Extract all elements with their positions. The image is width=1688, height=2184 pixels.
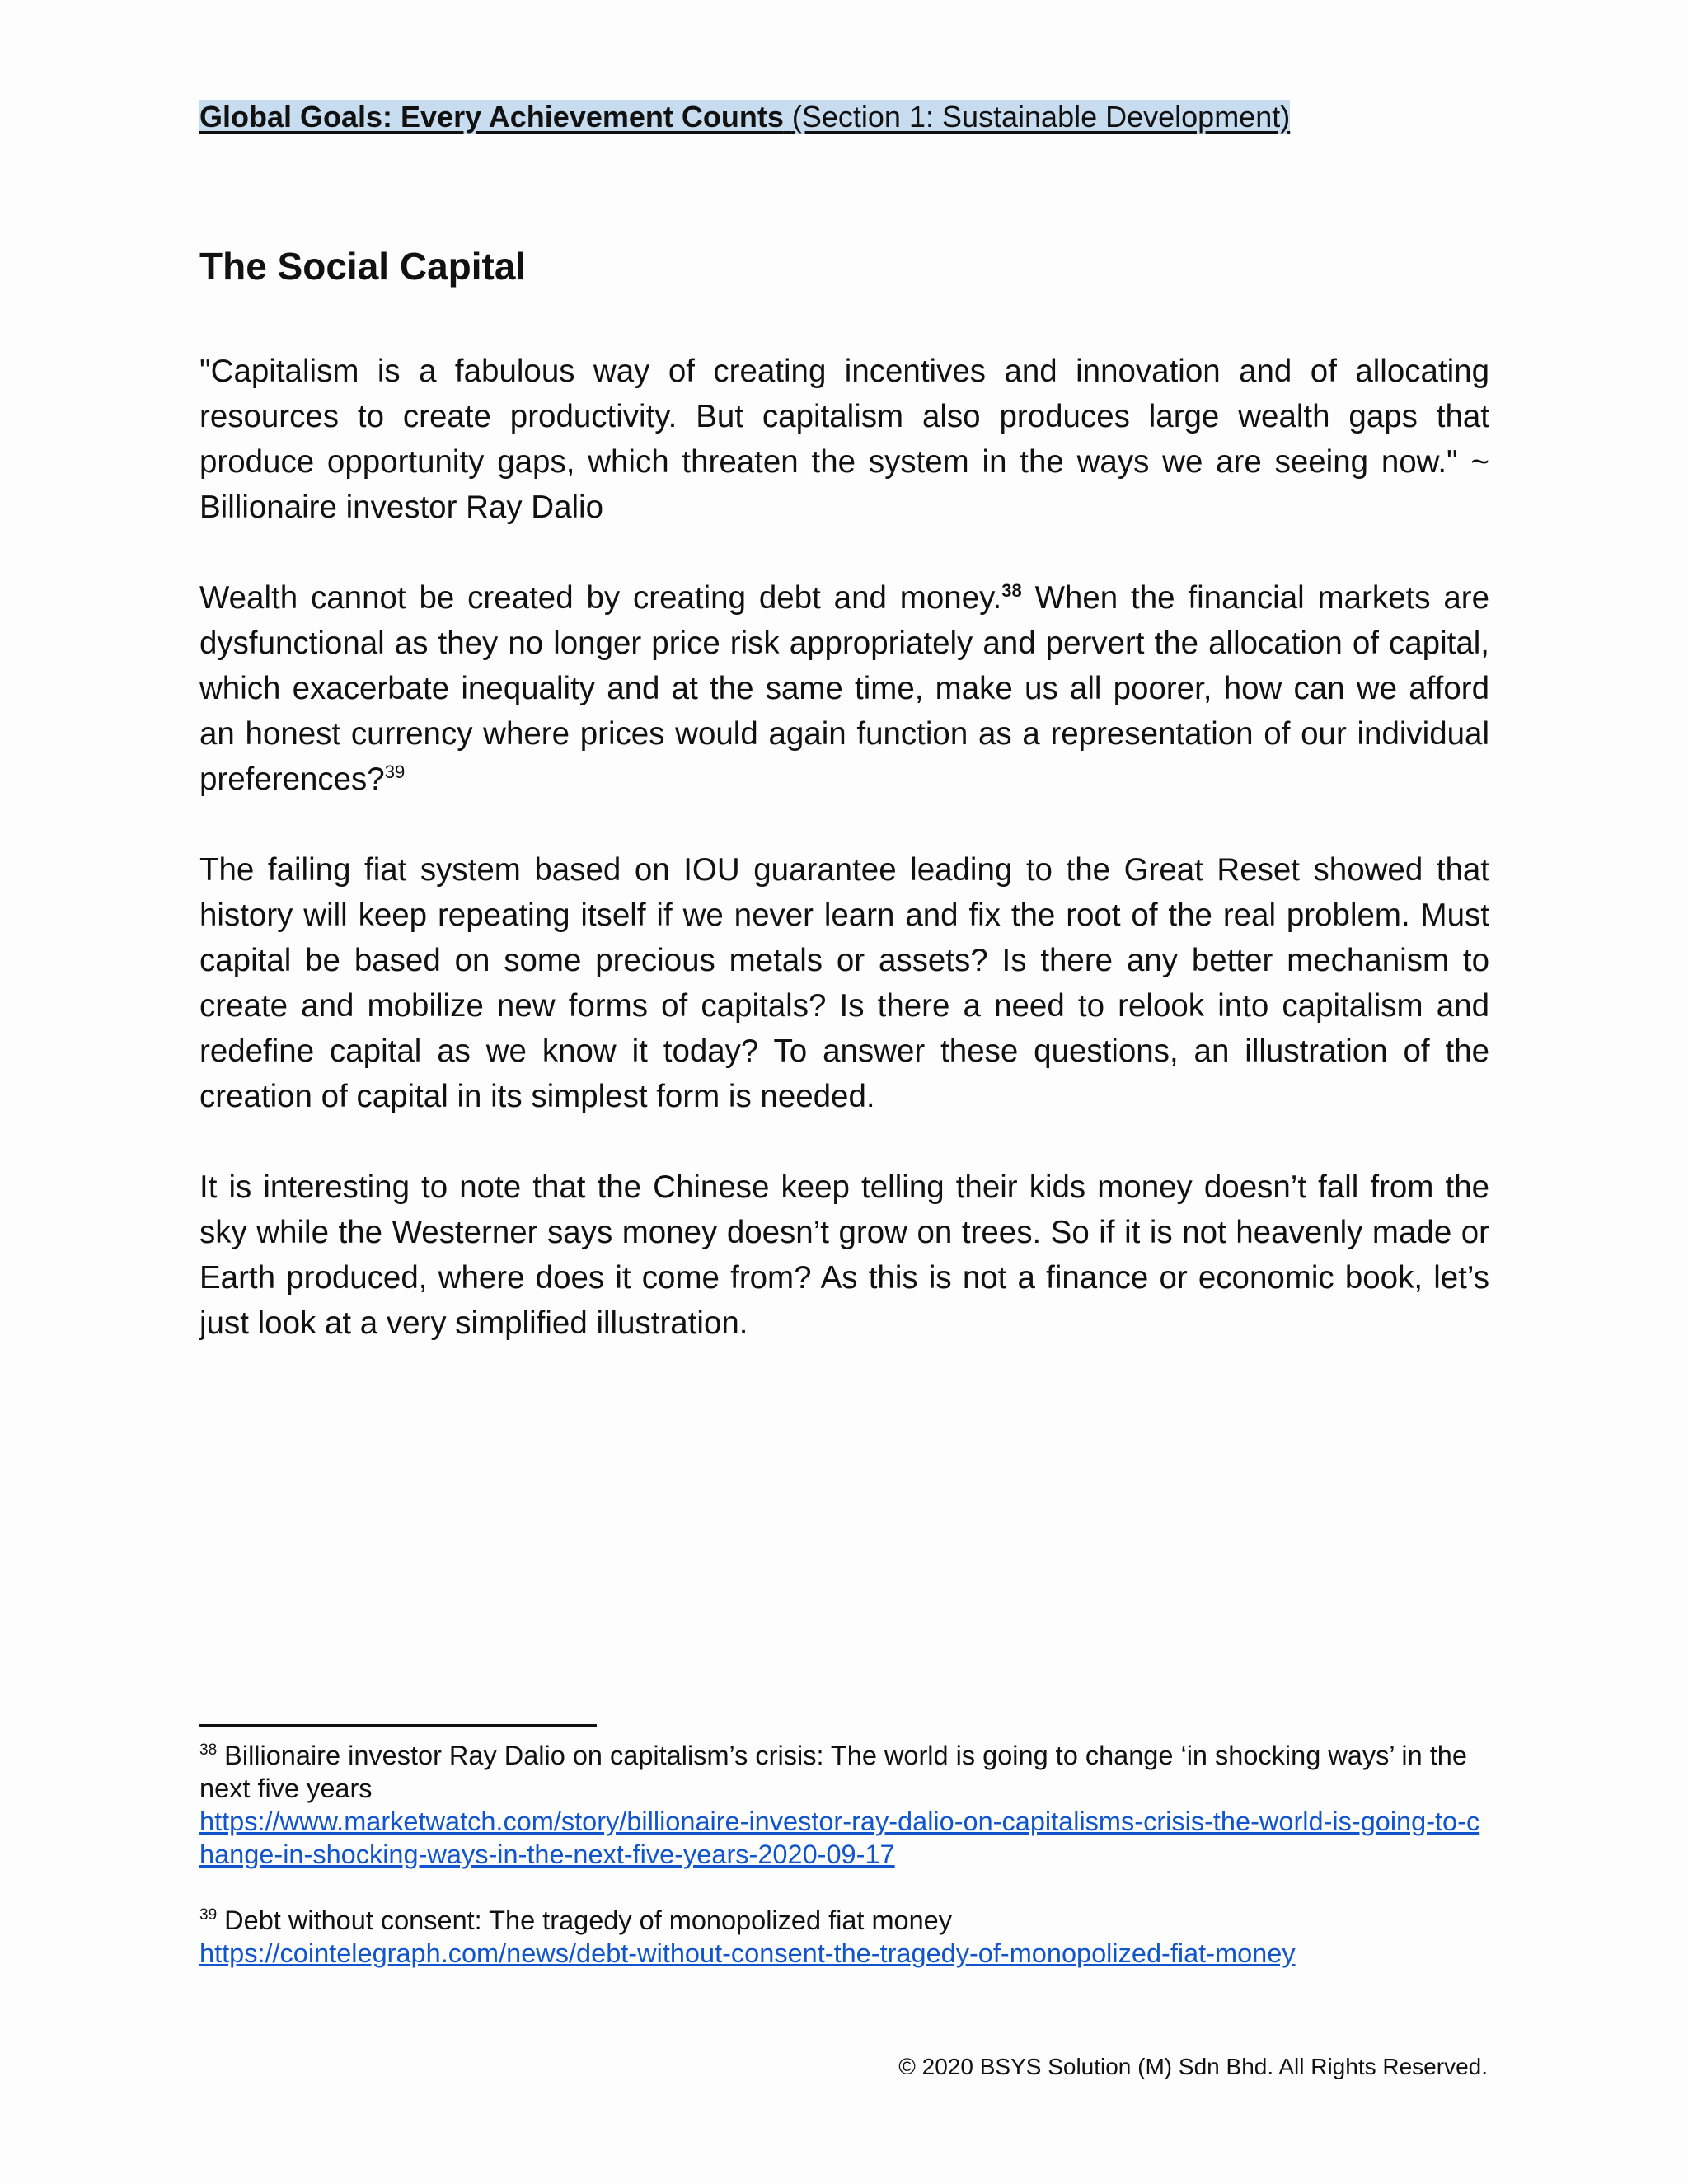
paragraph-wealth-a: Wealth cannot be created by creating debt and money. [199,580,1002,616]
footnotes [199,1739,1493,1970]
footnote-number: 39 [199,1906,218,1924]
footnote-38 [199,1739,1493,1871]
footnote-link[interactable]: https://cointelegraph.com/news/debt-without-consent-the-tragedy-of-monopolized-fiat-money [199,1938,1296,1968]
chapter-title: The Social Capital [199,245,527,288]
book-title: Global Goals: Every Achievement Counts [199,100,784,134]
footnote-text: Billionaire investor Ray Dalio on capitalism’s crisis: The world is going to change ‘in shocking ways’ in the next five years [199,1741,1467,1803]
footnote-39 [199,1904,1493,1970]
paragraph-fiat: The failing fiat system based on IOU guarantee leading to the Great Reset showed that history will keep repeating itself if we never learn and fix the root of the real problem. Must capital be based on some precious metals or assets? Is there any better mechanism to create and mobilize new forms of capitals? Is there a need to relook into capitalism and redefine capital as we know it today? To answer these questions, an illustration of the creation of capital in its simplest form is needed. [199,852,1489,1114]
body-text [199,349,1489,1391]
footnote-text: Debt without consent: The tragedy of monopolized fiat money [217,1905,953,1935]
paragraph-money-origin: It is interesting to note that the Chinese keep telling their kids money doesn’t fall from the sky while the Westerner says money doesn’t grow on trees. So if it is not heavenly made or Earth produced, where does it come from? As this is not a finance or economic book, let’s just look at a very simplified illustration. [199,1169,1489,1341]
footnote-ref-38[interactable]: 38 [1001,580,1022,602]
section-label: (Section 1: Sustainable Development) [791,100,1291,134]
copyright-notice: © 2020 BSYS Solution (M) Sdn Bhd. All Rights Reserved. [898,2054,1488,2079]
footnote-separator [199,1724,597,1727]
paragraph-quote: "Capitalism is a fabulous way of creating incentives and innovation and of allocating resources to create productivity. But capitalism also produces large wealth gaps that produce opportunity gaps, which threaten the system in the ways we are seeing now." ~ Billionaire investor Ray Dalio [199,354,1489,525]
header-highlight [199,100,1290,134]
footnote-number: 38 [199,1741,218,1760]
footnote-link[interactable]: https://www.marketwatch.com/story/billionaire-investor-ray-dalio-on-capitalisms-crisis-the-world-is-going-to-change-in-shocking-ways-in-the-next-five-years-2020-09-17 [199,1807,1480,1869]
running-header [199,97,1290,137]
paragraph-wealth-b: When the financial markets are dysfunctional as they no longer price risk appropriately and pervert the allocation of capital, which exacerbate inequality and at the same time, make us all poorer, how can we afford an honest currency where prices would again function as a representation of our individual preferences? [199,580,1489,797]
paragraph-wealth [199,575,1489,802]
footnote-ref-39[interactable]: 39 [384,762,406,783]
